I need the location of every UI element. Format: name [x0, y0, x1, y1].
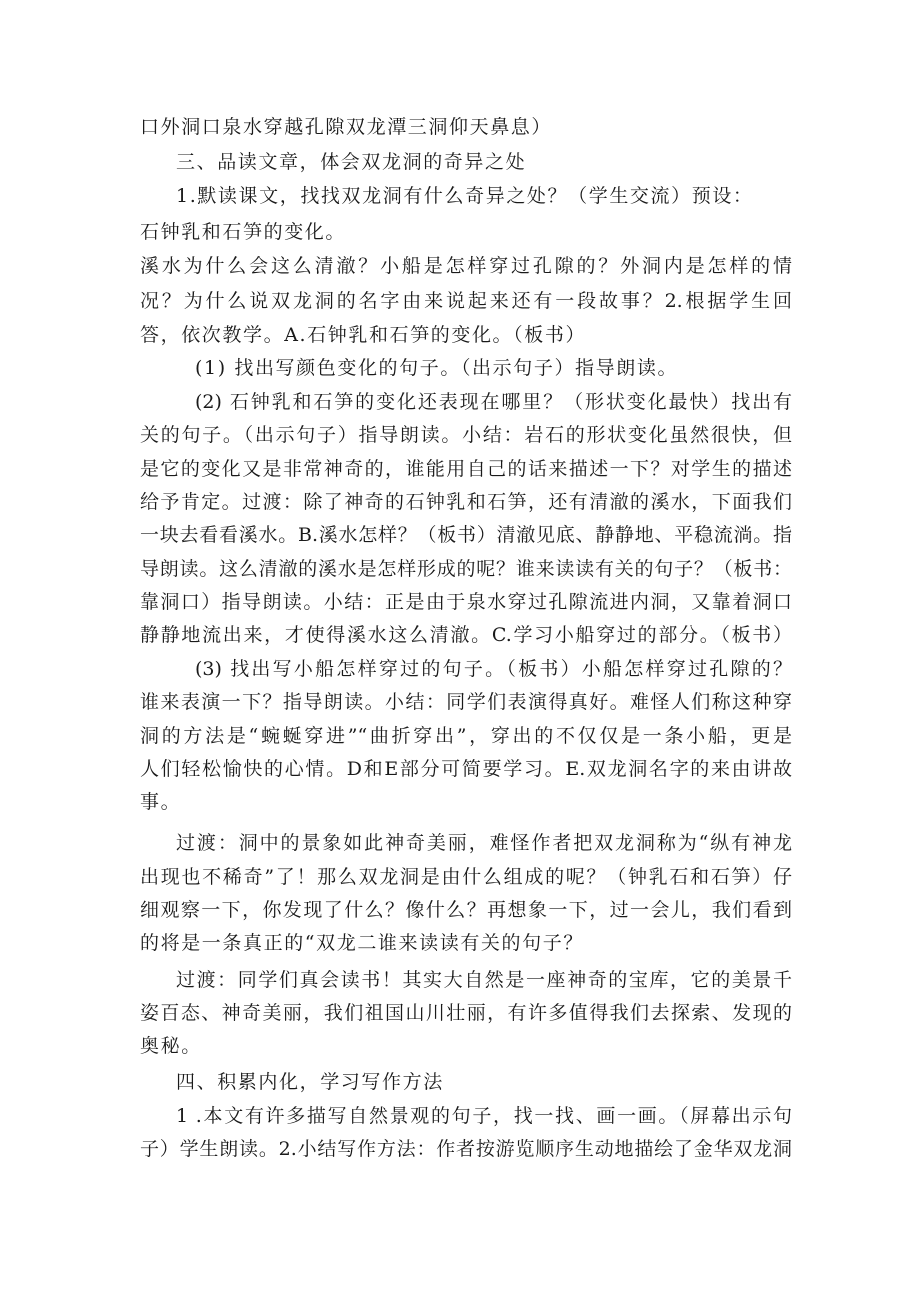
text-line: 1 .本文有许多描写自然景观的句子，找一找、画一画。（屏幕出示句	[176, 1105, 792, 1127]
text-line: 姿百态、神奇美丽，我们祖国山川壮丽，有许多值得我们去探索、发现的	[140, 1002, 792, 1024]
text-line: 是它的变化又是非常神奇的，谁能用自己的话来描述一下？对学生的描述	[140, 458, 792, 480]
text-line: 答，依次教学。A.石钟乳和石笋的变化。（板书）	[140, 324, 587, 346]
text-line: (2) 石钟乳和石笋的变化还表现在哪里？（形状变化最快）找出有	[195, 391, 792, 413]
text-line: 谁来表演一下？指导朗读。小结：同学们表演得真好。难怪人们称这种穿	[140, 691, 792, 713]
text-line: 导朗读。这么清澈的溪水是怎样形成的呢？谁来读读有关的句子？（板书：	[140, 558, 792, 580]
text-line: 事。	[140, 791, 182, 813]
text-line: 过渡：洞中的景象如此神奇美丽，难怪作者把双龙洞称为“纵有神龙	[176, 832, 792, 854]
text-line: 细观察一下，你发现了什么？像什么？再想象一下，过一会儿，我们看到	[140, 899, 792, 921]
text-line: 一块去看看溪水。B.溪水怎样？（板书）清澈见底、静静地、平稳流淌。指	[140, 524, 792, 546]
section-heading: 四、积累内化，学习写作方法	[176, 1071, 444, 1093]
text-line: 过渡：同学们真会读书！其实大自然是一座神奇的宝库，它的美景千	[176, 969, 792, 991]
text-line: 给予肯定。过渡：除了神奇的石钟乳和石笋，还有清澈的溪水，下面我们	[140, 491, 792, 513]
text-line: 溪水为什么会这么清澈？小船是怎样穿过孔隙的？外洞内是怎样的情	[140, 255, 792, 277]
text-line: 人们轻松愉快的心情。D和E部分可简要学习。E.双龙洞名字的来由讲故	[140, 758, 792, 780]
text-line: 石钟乳和石笋的变化。	[140, 221, 347, 243]
text-line: 静静地流出来，才使得溪水这么清澈。C.学习小船穿过的部分。（板书）	[140, 624, 792, 646]
text-line: 奥秘。	[140, 1035, 202, 1057]
text-line: 靠洞口）指导朗读。小结：正是由于泉水穿过孔隙流进内洞，又靠着洞口	[140, 591, 792, 613]
text-line: 口外洞口泉水穿越孔隙双龙潭三洞仰天鼻息）	[140, 116, 553, 138]
section-heading: 三、品读文章，体会双龙洞的奇异之处	[176, 151, 527, 173]
text-line: (3) 找出写小船怎样穿过的句子。（板书）小船怎样穿过孔隙的？	[195, 658, 792, 680]
text-line: (1) 找出写颜色变化的句子。（出示句子）指导朗读。	[195, 357, 679, 379]
text-line: 子）学生朗读。2.小结写作方法：作者按游览顺序生动地描绘了金华双龙洞	[140, 1138, 792, 1160]
text-line: 1.默读课文，找找双龙洞有什么奇异之处？（学生交流）预设：	[176, 185, 754, 207]
text-line: 关的句子。（出示句子）指导朗读。小结：岩石的形状变化虽然很快，但	[140, 424, 792, 446]
text-line: 的将是一条真正的“双龙二谁来读读有关的句子？	[140, 932, 584, 954]
text-line: 洞的方法是“蜿蜒穿进”“曲折穿出”，穿出的不仅仅是一条小船，更是	[140, 725, 792, 747]
text-line: 况？为什么说双龙洞的名字由来说起来还有一段故事？2.根据学生回	[140, 290, 792, 312]
text-line: 出现也不稀奇”了！那么双龙洞是由什么组成的呢？（钟乳石和石笋）仔	[140, 866, 792, 888]
